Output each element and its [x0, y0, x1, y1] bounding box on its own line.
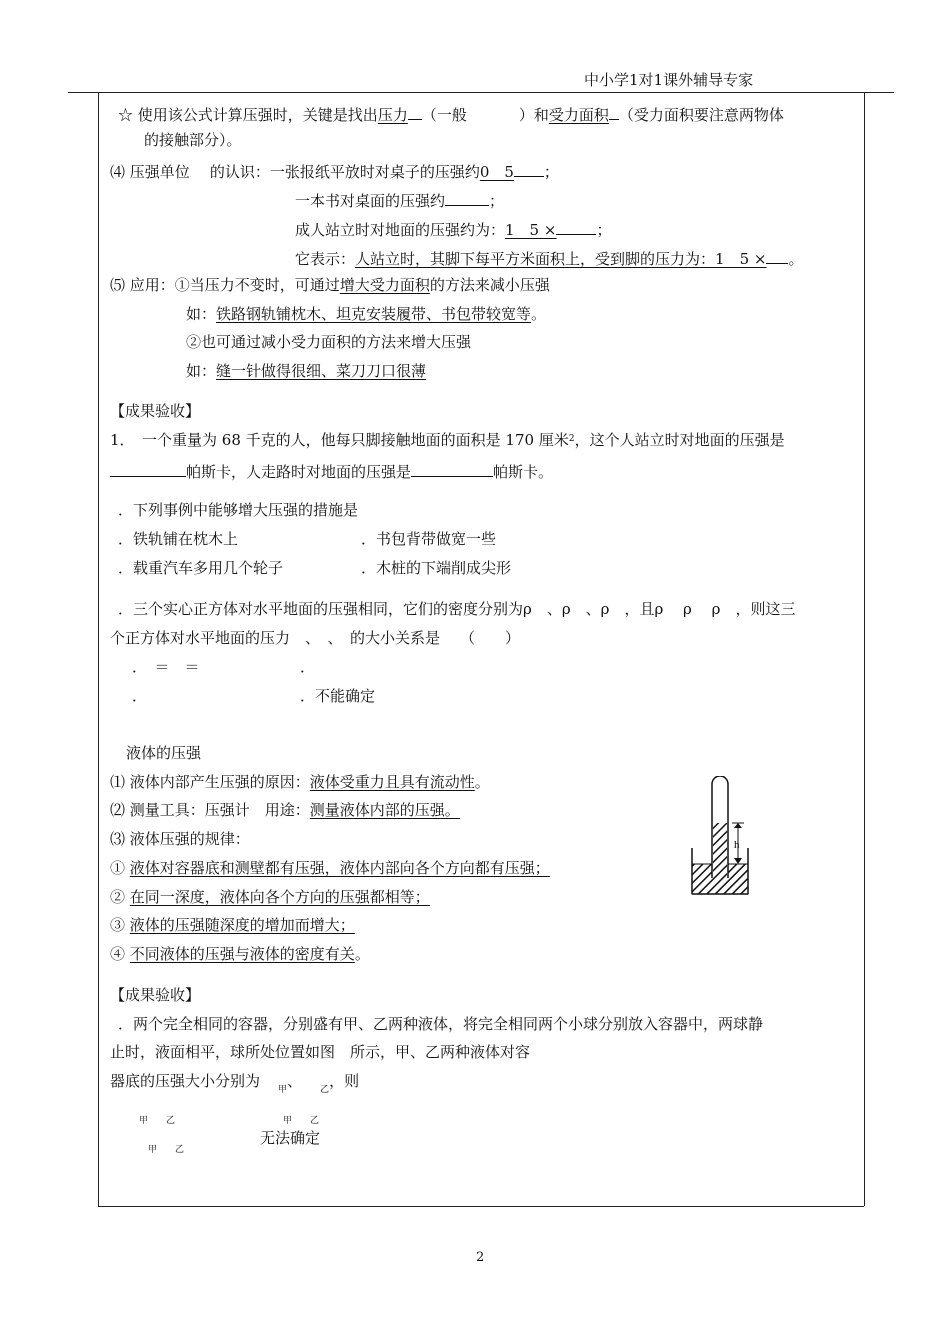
liquid-section-title: 液体的压强 [126, 744, 202, 762]
option-d-cannot-determine: 无法确定 [260, 1129, 321, 1147]
question-3-option-a: ． ＝ ＝ [132, 658, 200, 676]
check-heading-2: 【成果验收】 [110, 986, 201, 1004]
application-line: ⑸ 应用：①当压力不变时，可通过增大受力面积的方法来减小压强 [110, 276, 550, 294]
question-3-line-1: ．三个实心正方体对水平地面的压强相同，它们的密度分别为ρ 、ρ 、ρ ，且ρ ρ ρ ，则这三 [118, 600, 796, 618]
check2-question-line-2: 止时，液面相平，球所处位置如图 所示，甲、乙两种液体对容 [110, 1043, 531, 1061]
check2-question-line-1: ．两个完全相同的容器，分别盛有甲、乙两种液体，将完全相同两个小球分别放入容器中，两球静 [118, 1015, 764, 1033]
example-1: 如：铁路钢轨铺枕木、坦克安装履带、书包带较宽等。 [186, 305, 547, 323]
liquid-rule-1: ① 液体对容器底和测壁都有压强，液体内部向各个方向都有压强； [110, 859, 550, 877]
tip-line-1: ☆ 使用该公式计算压强时，关键是找出压力 （一般 ）和受力面积 （受力面积要注意两物体 [118, 106, 784, 124]
liquid-rule-2: ② 在同一深度，液体向各个方向的压强都相等； [110, 888, 430, 906]
question-3-option-b: ． [300, 658, 316, 676]
question-2-option-b: ．书包背带做宽一些 [361, 530, 497, 548]
question-3-option-c: ． [132, 687, 148, 705]
option-c-subscripts: 甲 乙 [148, 1145, 185, 1155]
tube-in-liquid-figure [688, 776, 752, 896]
star-icon: ☆ [118, 106, 134, 124]
option-a-subscripts: 甲 乙 [139, 1116, 176, 1126]
option-b-subscripts: 甲 乙 [283, 1116, 320, 1126]
check-heading-1: 【成果验收】 [110, 402, 201, 420]
liquid-rule-3: ③ 液体的压强随深度的增加而增大； [110, 916, 355, 934]
question-2: ．下列事例中能够增大压强的措施是 [118, 501, 359, 519]
unit-line: ⑷ 压强单位 的认识：一张报纸平放时对桌子的压强约0 5 ； [110, 163, 559, 181]
meaning-line: 它表示：人站立时，其脚下每平方米面积上，受到脚的压力为：1 5 × 。 [295, 250, 804, 268]
page-number: 2 [476, 1250, 485, 1265]
question-3-option-d: ．不能确定 [300, 687, 376, 705]
content-frame-bottom [98, 1206, 864, 1207]
question-3-line-2: 个正方体对水平地面的压力 、 、 的大小关系是 （ ） [110, 629, 521, 647]
liquid-rule-4: ④ 不同液体的压强与液体的密度有关。 [110, 945, 370, 963]
header-title: 中小学1对1课外辅导专家 [584, 71, 754, 89]
question-2-option-d: ．木桩的下端削成尖形 [361, 559, 512, 577]
person-line: 成人站立时对地面的压强约为：1 5 × ； [295, 221, 612, 239]
tip-line-2: 的接触部分）。 [144, 131, 242, 149]
example-2: 如：缝一针做得很细、菜刀刀口很薄 [186, 362, 427, 380]
liquid-line-3: ⑶ 液体压强的规律： [110, 830, 250, 848]
liquid-line-2: ⑵ 测量工具：压强计 用途：测量液体内部的压强。 [110, 801, 460, 819]
application-2: ②也可通过减小受力面积的方法来增大压强 [186, 333, 472, 351]
check2-question-line-3: 器底的压强大小分别为 $_甲$、 $_乙$，则 [110, 1072, 360, 1095]
book-line: 一本书对桌面的压强约 ； [295, 192, 505, 210]
question-1-line-2: 帕斯卡，人走路时对地面的压强是 帕斯卡。 [110, 462, 553, 480]
liquid-line-1: ⑴ 液体内部产生压强的原因：液体受重力且具有流动性。 [110, 773, 490, 791]
height-label: h [734, 839, 740, 851]
question-1-line-1: 1． 一个重量为 68 千克的人，他每只脚接触地面的面积是 170 厘米$^2$，这个人站立时对地面的压强是 [110, 431, 785, 449]
question-2-option-a: ．铁轨铺在枕木上 [118, 530, 239, 548]
question-2-option-c: ．载重汽车多用几个轮子 [118, 559, 284, 577]
